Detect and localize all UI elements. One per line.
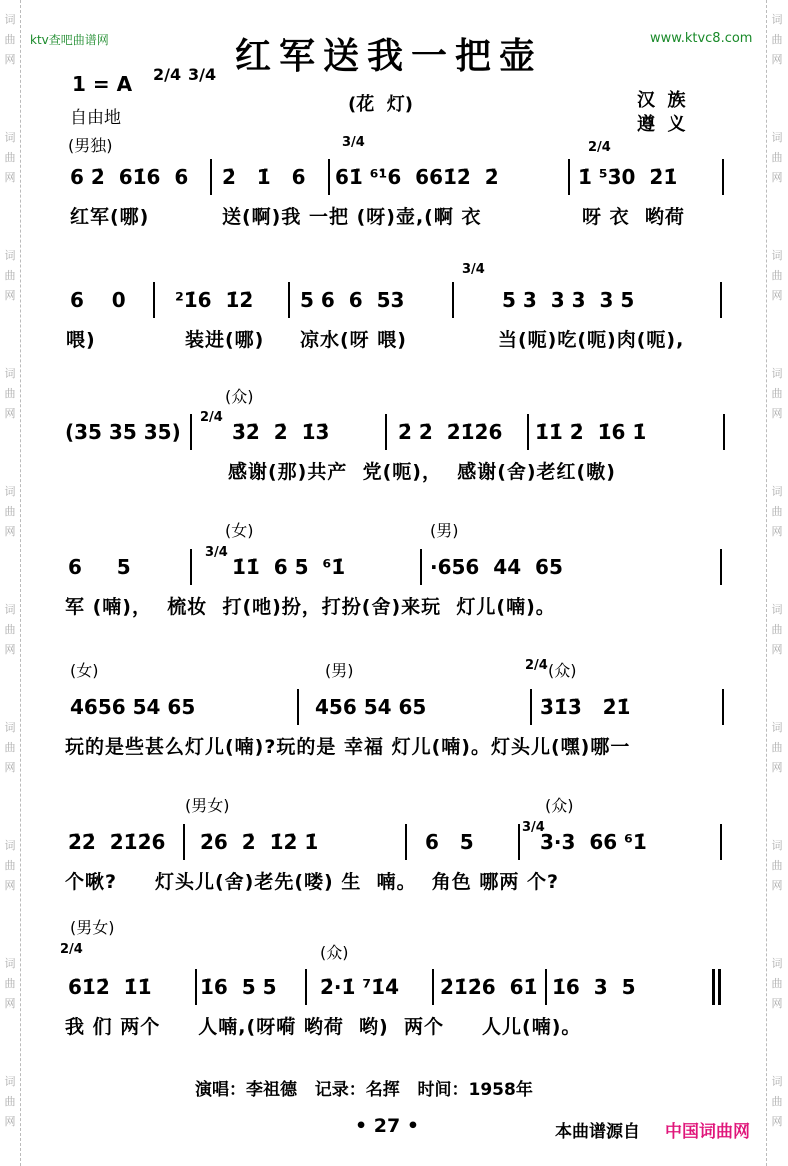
lyric-line: 个啾? [65, 871, 118, 893]
barline [297, 689, 299, 725]
measure-notes: ²1̇6 1̇2̇ [175, 288, 254, 312]
measure-notes: 6 5 [68, 555, 131, 579]
part-label: (男独) [68, 136, 113, 155]
barline [305, 969, 307, 1005]
lyric-line: 当(呃)吃(呃)肉(呃), [498, 329, 685, 351]
measure-notes: 3̇1̇3̇ 2̇1̇ [540, 695, 631, 719]
measure-notes: 2̇1̇2̇6 61̇ [440, 975, 538, 999]
barline [385, 414, 387, 450]
barline [720, 282, 722, 318]
measure-notes: 4656 54 65 [70, 695, 196, 719]
measure-notes: 1̇6 5 5 [200, 975, 277, 999]
lyric-line: 呀 衣 哟荷 [582, 206, 685, 228]
left-watermark-strip [0, 0, 21, 1166]
time-signature: 2/4 [525, 658, 548, 673]
barline [720, 549, 722, 585]
side-watermark-text: 词曲网 [4, 13, 16, 66]
measure-notes: 3̇2̇ 2̇ 1̇3̇ [232, 420, 330, 444]
lyric-line: 红军(哪) [70, 206, 150, 228]
lyric-line: 玩的是些甚么灯儿(喃)?玩的是 幸福 灯儿(喃)。灯头儿(嘿)哪一 [65, 736, 631, 758]
barline [712, 969, 715, 1005]
time-signature: 2/4 [60, 942, 83, 957]
source-label: 本曲谱源自 [555, 1122, 640, 1142]
measure-notes: 6 0 [70, 288, 126, 312]
side-watermark-text: 词曲网 [771, 721, 783, 774]
side-watermark-text: 词曲网 [771, 131, 783, 184]
measure-notes: 5 3 3 3 3 5 [502, 288, 635, 312]
side-watermark-text: 词曲网 [4, 721, 16, 774]
genre-label: (花 灯) [348, 94, 413, 115]
side-watermark-text: 词曲网 [4, 1075, 16, 1128]
barline [195, 969, 197, 1005]
part-label: (众) [225, 387, 254, 406]
part-label: (众) [548, 661, 577, 680]
measure-notes: 5 6 6 53 [300, 288, 405, 312]
lyric-line: 喂) [66, 329, 96, 351]
side-watermark-text: 词曲网 [771, 957, 783, 1010]
side-watermark-text: 词曲网 [771, 603, 783, 656]
source-site-link[interactable]: 中国词曲网 [665, 1122, 750, 1142]
part-label: (众) [545, 796, 574, 815]
barline [432, 969, 434, 1005]
measure-notes: 3·3 66 ⁶1̇ [540, 830, 647, 854]
side-watermark-text: 词曲网 [4, 367, 16, 420]
part-label: (女) [70, 661, 99, 680]
watermark-right: www.ktvc8.com [650, 31, 753, 46]
barline [190, 549, 192, 585]
barline [452, 282, 454, 318]
part-label: (男女) [185, 796, 230, 815]
measure-notes: 2̇·1̇ ⁷1̇4̇ [320, 975, 399, 999]
time-signature: 3/4 [522, 820, 545, 835]
side-watermark-text: 词曲网 [771, 367, 783, 420]
measure-notes: 2̇2̇ 2̇1̇2̇6 [68, 830, 166, 854]
time-signature: 3/4 [462, 262, 485, 277]
barline [718, 969, 721, 1005]
side-watermark-text: 词曲网 [4, 957, 16, 1010]
lyric-line: 凉水(呀 喂) [300, 329, 407, 351]
part-label: (男) [430, 521, 459, 540]
side-watermark-text: 词曲网 [771, 485, 783, 538]
page-number: • 27 • [355, 1115, 419, 1137]
side-watermark-text: 词曲网 [4, 839, 16, 892]
side-watermark-text: 词曲网 [4, 131, 16, 184]
barline [527, 414, 529, 450]
measure-notes: 1̇6 3 5 [552, 975, 636, 999]
part-label: (男女) [70, 918, 115, 937]
barline [545, 969, 547, 1005]
side-watermark-text: 词曲网 [771, 839, 783, 892]
measure-notes: (35 35 35) [65, 420, 181, 444]
lyric-line: 军 (喃)， 梳妆 打(吔)扮，打扮(舍)来玩 灯儿(喃)。 [65, 596, 556, 618]
measure-notes: 6 5 [425, 830, 474, 854]
lyric-line: 灯头儿(舍)老先(喽) 生 喃。 角色 哪两 个? [155, 871, 560, 893]
side-watermark-text: 词曲网 [4, 485, 16, 538]
lyric-line: 送(啊)我 一把 (呀)壶,(啊 衣 [222, 206, 482, 228]
barline [518, 824, 520, 860]
measure-notes: ·656 44 65 [430, 555, 563, 579]
time-signature-1: 2/4 [153, 65, 182, 84]
measure-notes: 6̇1̇2̇ 1̇1̇ [68, 975, 152, 999]
barline [405, 824, 407, 860]
side-watermark-text: 词曲网 [4, 603, 16, 656]
barline [210, 159, 212, 195]
side-watermark-text: 词曲网 [771, 1075, 783, 1128]
measure-notes: 2̇6 2̇ 1̇2̇ 1̇ [200, 830, 319, 854]
barline [720, 824, 722, 860]
part-label: (男) [325, 661, 354, 680]
barline [568, 159, 570, 195]
barline [722, 689, 724, 725]
measure-notes: 2̇ 2̇ 2̇1̇2̇6 [398, 420, 503, 444]
barline [183, 824, 185, 860]
song-title: 红军送我一把壶 [235, 36, 544, 77]
barline [153, 282, 155, 318]
measure-notes: 456 54 65 [315, 695, 427, 719]
barline [723, 414, 725, 450]
time-signature-2: 3/4 [188, 65, 217, 84]
side-watermark-text: 词曲网 [771, 249, 783, 302]
measure-notes: 1̇1̇ 6 5 ⁶1̇ [232, 555, 346, 579]
ethnicity-label: 汉 族 [637, 90, 686, 111]
part-label: (众) [320, 943, 349, 962]
lyric-line: 装进(哪) [185, 329, 265, 351]
side-watermark-text: 词曲网 [771, 13, 783, 66]
barline [328, 159, 330, 195]
time-signature: 2/4 [588, 140, 611, 155]
key-signature: 1 = A [72, 72, 133, 96]
tempo-marking: 自由地 [70, 108, 121, 128]
barline [530, 689, 532, 725]
barline [190, 414, 192, 450]
measure-notes: 6 2̇ 61̇6 6 [70, 165, 189, 189]
credits: 演唱：李祖德 记录：名挥 时间：1958年 [195, 1080, 533, 1100]
side-watermark-text: 词曲网 [4, 249, 16, 302]
watermark-left: ktv查吧曲谱网 [30, 33, 109, 47]
barline [420, 549, 422, 585]
part-label: (女) [225, 521, 254, 540]
region-label: 遵 义 [637, 114, 686, 135]
barline [722, 159, 724, 195]
measure-notes: 61̇ ⁶¹̇6 661̇2̇ 2̇ [335, 165, 499, 189]
measure-notes: 1̇ ⁵3̇0 2̇1̇ [578, 165, 678, 189]
time-signature: 3/4 [205, 545, 228, 560]
right-watermark-strip [766, 0, 787, 1166]
time-signature: 3/4 [342, 135, 365, 150]
measure-notes: 1̇1̇ 2̇ 1̇6 1̇ [535, 420, 647, 444]
time-signature: 2/4 [200, 410, 223, 425]
lyric-line: 感谢(那)共产 党(呃)， 感谢(舍)老红(嗷) [228, 461, 616, 483]
measure-notes: 2̇ 1̇ 6 [222, 165, 306, 189]
barline [288, 282, 290, 318]
lyric-line: 我 们 两个 人喃,(呀嗬 哟荷 哟) 两个 人儿(喃)。 [65, 1016, 582, 1038]
